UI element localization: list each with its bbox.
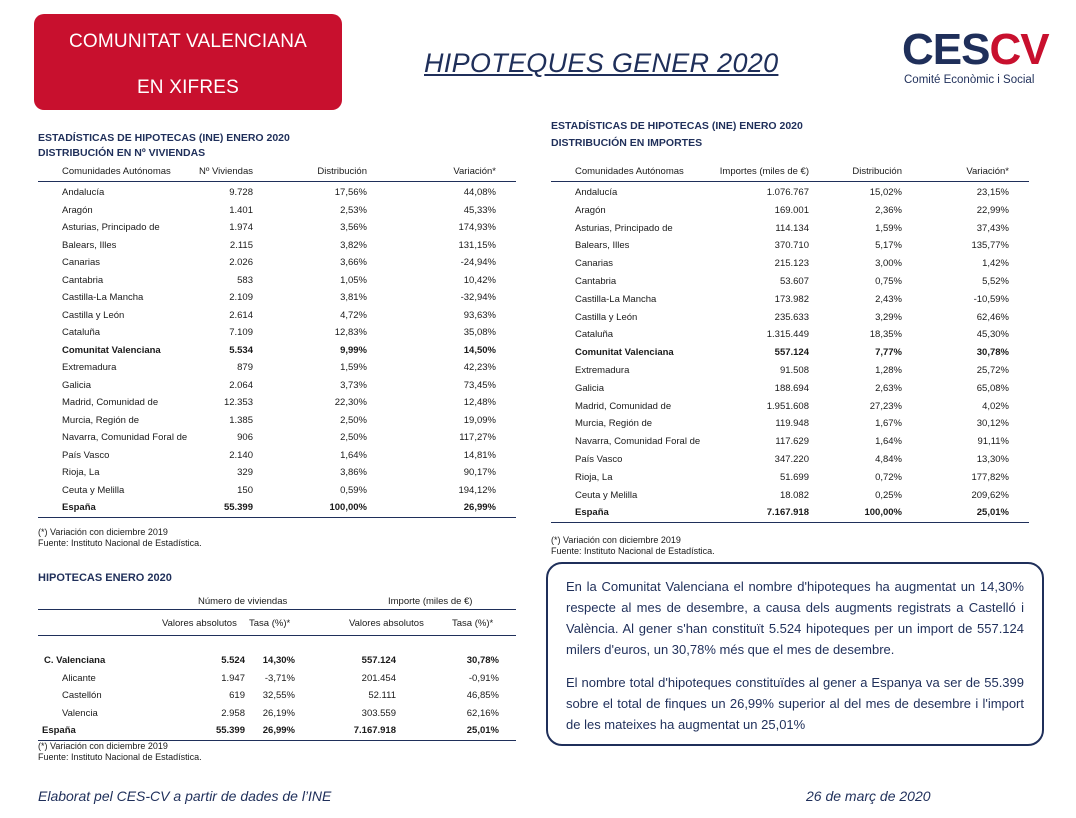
provincias-subheader-cell: Tasa (%)* xyxy=(249,618,291,629)
table_viviendas-cell: 12.353 xyxy=(223,397,253,408)
table_importes-cell: 91.508 xyxy=(779,364,809,376)
table_viviendas-cell: Murcia, Región de xyxy=(62,414,140,426)
table_importes-cell: 1,67% xyxy=(875,418,902,430)
viviendas-title-line2: DISTRIBUCIÓN EN Nº VIVIENDAS xyxy=(38,147,206,159)
table_viviendas-cell: 10,42% xyxy=(463,274,496,286)
table_importes-cell: 30,78% xyxy=(976,347,1009,359)
table_viviendas-header-row xyxy=(38,163,516,182)
table_importes-row xyxy=(551,470,1029,488)
table_importes-cell: España xyxy=(575,507,609,519)
table_viviendas-row xyxy=(38,290,516,308)
provincias-cell: C. Valenciana xyxy=(44,655,106,666)
table_importes-cell: 3,00% xyxy=(875,258,902,270)
table_viviendas-row xyxy=(38,308,516,326)
table_importes-cell: 0,25% xyxy=(875,489,902,501)
table_viviendas-cell: 150 xyxy=(237,484,253,496)
table_viviendas-cell: 4,72% xyxy=(340,309,367,321)
table_viviendas-cell: 14,50% xyxy=(463,344,496,356)
provincias-cell: 303.559 xyxy=(361,707,396,719)
table_viviendas-cell: Galicia xyxy=(62,379,92,391)
table_viviendas-cell: 93,63% xyxy=(463,309,496,321)
table_importes-cell: Extremadura xyxy=(575,364,630,376)
table_importes-cell: 235.633 xyxy=(774,311,809,323)
table_importes-cell: 2,63% xyxy=(875,382,902,394)
table_importes-cell: 209,62% xyxy=(971,489,1009,501)
provincias-cell: 2.958 xyxy=(221,707,245,719)
provincias-row xyxy=(38,653,516,671)
table_viviendas-cell: Navarra, Comunidad Foral de xyxy=(62,432,188,443)
table_viviendas-cell: 174,93% xyxy=(458,222,496,233)
table_viviendas-row xyxy=(38,360,516,378)
table_importes-header-row xyxy=(551,163,1029,182)
table_importes-cell: 347.220 xyxy=(774,453,809,465)
table_importes-cell: 1,59% xyxy=(875,222,902,234)
footer-source: Elaborat pel CES-CV a partir de dades de l’INE xyxy=(38,788,332,804)
table_viviendas-header-cell: Nº Viviendas xyxy=(199,166,253,177)
table_importes-cell: 177,82% xyxy=(971,471,1009,483)
table_viviendas-row xyxy=(38,448,516,466)
table_importes-cell: Andalucía xyxy=(575,187,618,198)
summary-box xyxy=(546,562,1044,746)
table_viviendas-cell: 12,48% xyxy=(463,397,496,408)
table_importes-cell: Ceuta y Melilla xyxy=(575,489,638,501)
table_importes-row xyxy=(551,434,1029,452)
table_importes-cell: Cantabria xyxy=(575,275,617,287)
importes-note-fuente: Fuente: Instituto Nacional de Estadística. xyxy=(551,546,715,556)
table_importes-cell: 1,42% xyxy=(982,258,1009,270)
cescv-logo xyxy=(902,26,1062,88)
table_importes-cell: 45,30% xyxy=(976,329,1009,341)
table_importes-cell: 53.607 xyxy=(779,275,809,287)
table_importes-cell: 188.694 xyxy=(774,382,809,394)
table_importes-row xyxy=(551,203,1029,221)
provincias-cell: 52.111 xyxy=(368,690,396,701)
table_viviendas-cell: 2.614 xyxy=(229,309,253,321)
table_viviendas-cell: 879 xyxy=(237,362,253,373)
table_importes-cell: 37,43% xyxy=(976,222,1009,234)
table_importes-cell: 1.951.608 xyxy=(766,400,809,412)
table_importes-cell: Canarias xyxy=(575,258,614,270)
table_viviendas-cell: 73,45% xyxy=(463,379,496,391)
table_viviendas-cell: Aragón xyxy=(62,204,93,216)
viviendas-note-variacion: (*) Variación con diciembre 2019 xyxy=(38,527,168,537)
table_importes-cell: Cataluña xyxy=(575,329,614,341)
table_viviendas-cell: 2.115 xyxy=(229,239,253,251)
table_viviendas-cell: 2,50% xyxy=(340,414,367,426)
table_importes-cell: 91,11% xyxy=(977,436,1009,448)
table_viviendas-cell: 329 xyxy=(237,467,253,478)
table_importes-row xyxy=(551,274,1029,292)
table_importes-cell: 25,01% xyxy=(976,507,1009,519)
provincias-row xyxy=(38,688,516,706)
table_importes-cell: 557.124 xyxy=(774,347,809,359)
table_viviendas-cell: Ceuta y Melilla xyxy=(62,484,125,496)
provincias-row xyxy=(38,723,516,741)
table_viviendas-cell: 117,27% xyxy=(459,432,496,443)
table_viviendas-row xyxy=(38,465,516,483)
table_viviendas-cell: 22,30% xyxy=(334,397,367,408)
table_importes-row xyxy=(551,185,1029,203)
table_importes-cell: 65,08% xyxy=(976,382,1009,394)
provincias-cell: 30,78% xyxy=(466,655,499,666)
table_viviendas-cell: Cantabria xyxy=(62,274,104,286)
logo-wordmark xyxy=(902,26,1049,74)
table_viviendas-row xyxy=(38,255,516,273)
table_viviendas-cell: España xyxy=(62,502,96,513)
table_importes-row xyxy=(551,238,1029,256)
table_viviendas-cell: -24,94% xyxy=(460,257,496,268)
table_viviendas-cell: 2,53% xyxy=(340,204,367,216)
provincias-subheader-cell: Tasa (%)* xyxy=(452,618,494,629)
table_importes-cell: 3,29% xyxy=(875,311,902,323)
table_viviendas-cell: 3,56% xyxy=(340,222,367,233)
table_viviendas-cell: 2.026 xyxy=(229,257,253,268)
table_viviendas-cell: 1,64% xyxy=(340,449,367,461)
table_viviendas-cell: Asturias, Principado de xyxy=(62,222,160,233)
provincias-cell: 46,85% xyxy=(466,690,499,701)
table_importes-cell: 25,72% xyxy=(976,364,1009,376)
table_viviendas-cell: 7.109 xyxy=(229,327,253,338)
provincias-title: HIPOTECAS ENERO 2020 xyxy=(38,572,172,584)
table_importes-header-cell: Variación* xyxy=(966,166,1009,177)
table_importes-row xyxy=(551,452,1029,470)
provincias-subheader-row xyxy=(38,609,516,636)
table_viviendas-cell: 131,15% xyxy=(458,239,496,251)
table_viviendas-row xyxy=(38,220,516,238)
provincias-subheader-cell: Valores absolutos xyxy=(349,618,424,629)
table_importes-cell: Castilla y León xyxy=(575,311,638,323)
table_importes-cell: 1,28% xyxy=(875,364,902,376)
summary-paragraph-2: El nombre total d'hipoteques constituïdes al gener a Espanya va ser de 55.399 sobre el total de finques un 26,99% superior al del mes de desembre i l'import de les mateixes ha augmentat un 25,01% xyxy=(566,675,1024,732)
provincias-subheader-cell: Valores absolutos xyxy=(162,618,237,629)
table_importes-cell: 169.001 xyxy=(774,204,809,216)
provincias-cell: 5.524 xyxy=(221,655,245,666)
table_viviendas-cell: -32,94% xyxy=(460,292,496,303)
table_viviendas-cell: 17,56% xyxy=(334,187,367,198)
provincias-row xyxy=(38,671,516,689)
table_viviendas-cell: 12,83% xyxy=(334,327,367,338)
table_importes-cell: 1,64% xyxy=(875,436,902,448)
table_importes-row xyxy=(551,292,1029,310)
table_importes-cell: 4,84% xyxy=(875,453,902,465)
header-banner xyxy=(34,14,342,110)
provincias-cell: España xyxy=(42,725,76,736)
table_importes-cell: 117.629 xyxy=(775,436,809,448)
importes-title xyxy=(551,119,803,151)
provincias-cell: Castellón xyxy=(62,690,102,701)
table_viviendas-cell: Canarias xyxy=(62,257,101,268)
table_viviendas-cell: 2.140 xyxy=(229,449,253,461)
table_viviendas-row xyxy=(38,343,516,361)
table_viviendas-cell: País Vasco xyxy=(62,449,110,461)
table_importes-cell: 173.982 xyxy=(774,293,809,305)
table_importes-cell: 5,17% xyxy=(875,240,902,252)
table_viviendas-row xyxy=(38,238,516,256)
table_viviendas-cell: 19,09% xyxy=(463,414,496,426)
table_viviendas-cell: 90,17% xyxy=(463,467,496,478)
provincias-cell: 32,55% xyxy=(262,690,295,701)
table_importes-row xyxy=(551,256,1029,274)
table_viviendas-cell: 1.401 xyxy=(229,204,253,216)
table_importes-cell: 15,02% xyxy=(869,187,902,198)
provincias-notes xyxy=(38,741,202,763)
logo-subtitle: Comité Econòmic i Social xyxy=(904,74,1035,86)
table_viviendas-row xyxy=(38,185,516,203)
table_importes-cell: 2,43% xyxy=(875,293,902,305)
table_viviendas-cell: 2.109 xyxy=(229,292,253,303)
table_importes-cell: 23,15% xyxy=(976,187,1009,198)
table_importes-cell: 2,36% xyxy=(875,204,902,216)
table_viviendas-cell: 100,00% xyxy=(329,502,367,513)
table_importes-row xyxy=(551,221,1029,239)
table_importes-cell: País Vasco xyxy=(575,453,623,465)
table_importes-cell: 135,77% xyxy=(971,240,1009,252)
table_viviendas-cell: 3,73% xyxy=(340,379,367,391)
table_viviendas-cell: Andalucía xyxy=(62,187,105,198)
table_viviendas-cell: Castilla y León xyxy=(62,309,125,321)
viviendas-table xyxy=(38,163,516,518)
table_importes-row xyxy=(551,505,1029,523)
viviendas-title xyxy=(38,131,290,161)
table_viviendas-row xyxy=(38,483,516,501)
table_importes-cell: 18.082 xyxy=(779,489,809,501)
table_viviendas-cell: 44,08% xyxy=(463,187,496,198)
table_viviendas-cell: 5.534 xyxy=(229,344,253,356)
logo-ces: CES xyxy=(902,25,990,74)
table_importes-cell: -10,59% xyxy=(973,293,1009,305)
table_viviendas-cell: 1,05% xyxy=(340,274,367,286)
table_importes-cell: 62,46% xyxy=(976,311,1009,323)
table_importes-row xyxy=(551,399,1029,417)
table_importes-cell: Madrid, Comunidad de xyxy=(575,400,672,412)
provincias-cell: 25,01% xyxy=(466,725,499,736)
provincias-note-fuente: Fuente: Instituto Nacional de Estadística. xyxy=(38,752,202,762)
table_viviendas-cell: 45,33% xyxy=(463,204,496,216)
provincias-cell: -0,91% xyxy=(468,672,499,684)
provincias-cell: 26,99% xyxy=(262,725,295,736)
provincias-table xyxy=(38,589,516,741)
provincias-cell: 557.124 xyxy=(361,655,396,666)
table_viviendas-cell: 42,23% xyxy=(463,362,496,373)
importes-table xyxy=(551,163,1029,523)
viviendas-notes xyxy=(38,527,202,549)
table_viviendas-cell: 1.385 xyxy=(229,414,253,426)
table_viviendas-cell: 583 xyxy=(237,274,253,286)
viviendas-title-line1: ESTADÍSTICAS DE HIPOTECAS (INE) ENERO 2020 xyxy=(38,132,290,144)
table_viviendas-row xyxy=(38,500,516,518)
table_importes-row xyxy=(551,345,1029,363)
provincias-cell: -3,71% xyxy=(264,672,295,684)
table_viviendas-row xyxy=(38,395,516,413)
table_importes-cell: 0,75% xyxy=(875,275,902,287)
provincias-cell: Alicante xyxy=(62,672,96,684)
table_viviendas-cell: 0,59% xyxy=(340,484,367,496)
table_viviendas-header-cell: Variación* xyxy=(453,166,496,177)
table_importes-cell: Asturias, Principado de xyxy=(575,222,673,234)
importes-notes xyxy=(551,535,715,557)
table_viviendas-cell: 3,82% xyxy=(340,239,367,251)
table_importes-cell: 5,52% xyxy=(982,275,1009,287)
table_importes-cell: Balears, Illes xyxy=(575,240,630,252)
provincias-cell: 201.454 xyxy=(361,672,396,684)
table_importes-header-cell: Comunidades Autónomas xyxy=(575,166,684,177)
table_importes-row xyxy=(551,381,1029,399)
table_viviendas-cell: 26,99% xyxy=(463,502,496,513)
table_importes-cell: Navarra, Comunidad Foral de xyxy=(575,436,701,448)
provincias-cell: 1.947 xyxy=(221,672,245,684)
provincias-cell: 55.399 xyxy=(215,725,245,736)
provincias-group-importe: Importe (miles de €) xyxy=(388,596,473,607)
table_viviendas-header-cell: Distribución xyxy=(317,166,367,177)
table_viviendas-cell: 9,99% xyxy=(340,344,367,356)
table_importes-cell: 18,35% xyxy=(869,329,902,341)
table_viviendas-row xyxy=(38,430,516,448)
provincias-note-variacion: (*) Variación con diciembre 2019 xyxy=(38,741,168,751)
table_importes-cell: Castilla-La Mancha xyxy=(575,293,657,305)
table_importes-header-cell: Importes (miles de €) xyxy=(719,166,809,177)
table_importes-cell: 27,23% xyxy=(869,400,902,412)
provincias-cell: 14,30% xyxy=(262,655,295,666)
table_viviendas-cell: Cataluña xyxy=(62,327,101,338)
table_importes-header-cell: Distribución xyxy=(852,166,902,177)
table_viviendas-cell: 1,59% xyxy=(340,362,367,373)
table_viviendas-cell: 906 xyxy=(237,432,253,443)
footer-date: 26 de març de 2020 xyxy=(806,788,931,804)
table_importes-cell: 114.134 xyxy=(775,222,809,234)
table_viviendas-cell: 3,81% xyxy=(340,292,367,303)
table_importes-cell: 30,12% xyxy=(976,418,1009,430)
table_viviendas-cell: Rioja, La xyxy=(62,467,100,478)
provincias-cell: 26,19% xyxy=(262,707,295,719)
summary-paragraph-1: En la Comunitat Valenciana el nombre d'hipoteques ha augmentat un 14,30% respecte al mes de desembre, a causa dels augments registrats a Castelló i València. Al gener s'han constituït 5.524 hipoteques per un import de 557.124 milers d'euros, un 30,78% més que el mes de desembre. xyxy=(566,579,1024,657)
table_viviendas-cell: 35,08% xyxy=(463,327,496,338)
viviendas-note-fuente: Fuente: Instituto Nacional de Estadística. xyxy=(38,538,202,548)
provincias-cell: 619 xyxy=(229,690,245,701)
table_importes-cell: 0,72% xyxy=(875,471,902,483)
table_viviendas-header-cell: Comunidades Autónomas xyxy=(62,166,171,177)
table_importes-cell: Murcia, Región de xyxy=(575,418,653,430)
table_importes-cell: 4,02% xyxy=(982,400,1009,412)
table_importes-cell: Galicia xyxy=(575,382,605,394)
table_viviendas-cell: 2,50% xyxy=(340,432,367,443)
table_importes-row xyxy=(551,416,1029,434)
table_importes-cell: 119.948 xyxy=(775,418,809,430)
table_viviendas-cell: Comunitat Valenciana xyxy=(62,344,161,356)
table_importes-row xyxy=(551,327,1029,345)
table_viviendas-cell: 55.399 xyxy=(223,502,253,513)
table_viviendas-row xyxy=(38,273,516,291)
provincias-cell: Valencia xyxy=(62,707,98,719)
table_viviendas-row xyxy=(38,325,516,343)
table_viviendas-cell: 2.064 xyxy=(229,379,253,391)
table_importes-row xyxy=(551,488,1029,506)
table_importes-row xyxy=(551,310,1029,328)
table_importes-cell: 1.076.767 xyxy=(766,187,809,198)
provincias-group-header-row xyxy=(38,589,516,609)
table_importes-row xyxy=(551,363,1029,381)
table_viviendas-cell: Madrid, Comunidad de xyxy=(62,397,159,408)
banner-line-2: EN XIFRES xyxy=(136,77,240,98)
banner-line-1: COMUNITAT VALENCIANA xyxy=(68,31,307,52)
table_viviendas-cell: 3,66% xyxy=(340,257,367,268)
table_viviendas-cell: Extremadura xyxy=(62,362,117,373)
table_viviendas-cell: Balears, Illes xyxy=(62,239,117,251)
table_importes-cell: 7.167.918 xyxy=(766,507,809,519)
table_importes-cell: Rioja, La xyxy=(575,471,613,483)
provincias-row xyxy=(38,706,516,724)
table_importes-cell: Comunitat Valenciana xyxy=(575,347,674,359)
table_viviendas-row xyxy=(38,413,516,431)
table_importes-cell: Aragón xyxy=(575,204,606,216)
importes-note-variacion: (*) Variación con diciembre 2019 xyxy=(551,535,681,545)
provincias-cell: 62,16% xyxy=(466,707,499,719)
table_viviendas-cell: 1.974 xyxy=(229,222,253,233)
logo-cv: CV xyxy=(989,25,1049,74)
table_importes-cell: 51.699 xyxy=(779,471,809,483)
table_viviendas-cell: 3,86% xyxy=(340,467,367,478)
table_importes-cell: 22,99% xyxy=(976,204,1009,216)
provincias-group-viviendas: Número de viviendas xyxy=(198,596,288,607)
provincias-cell: 7.167.918 xyxy=(353,725,396,736)
table_viviendas-cell: 9.728 xyxy=(229,187,253,198)
importes-title-line2: DISTRIBUCIÓN EN IMPORTES xyxy=(551,137,703,149)
table_importes-cell: 7,77% xyxy=(875,347,902,359)
table_viviendas-row xyxy=(38,203,516,221)
table_viviendas-row xyxy=(38,378,516,396)
table_importes-cell: 100,00% xyxy=(864,507,902,519)
table_viviendas-cell: Castilla-La Mancha xyxy=(62,292,144,303)
table_viviendas-cell: 14,81% xyxy=(463,449,496,461)
table_importes-cell: 215.123 xyxy=(774,258,809,270)
table_viviendas-cell: 194,12% xyxy=(458,484,496,496)
page-title: HIPOTEQUES GENER 2020 xyxy=(424,48,779,78)
table_importes-cell: 1.315.449 xyxy=(766,329,809,341)
table_importes-cell: 370.710 xyxy=(774,240,809,252)
table_importes-cell: 13,30% xyxy=(976,453,1009,465)
importes-title-line1: ESTADÍSTICAS DE HIPOTECAS (INE) ENERO 2020 xyxy=(551,120,803,132)
